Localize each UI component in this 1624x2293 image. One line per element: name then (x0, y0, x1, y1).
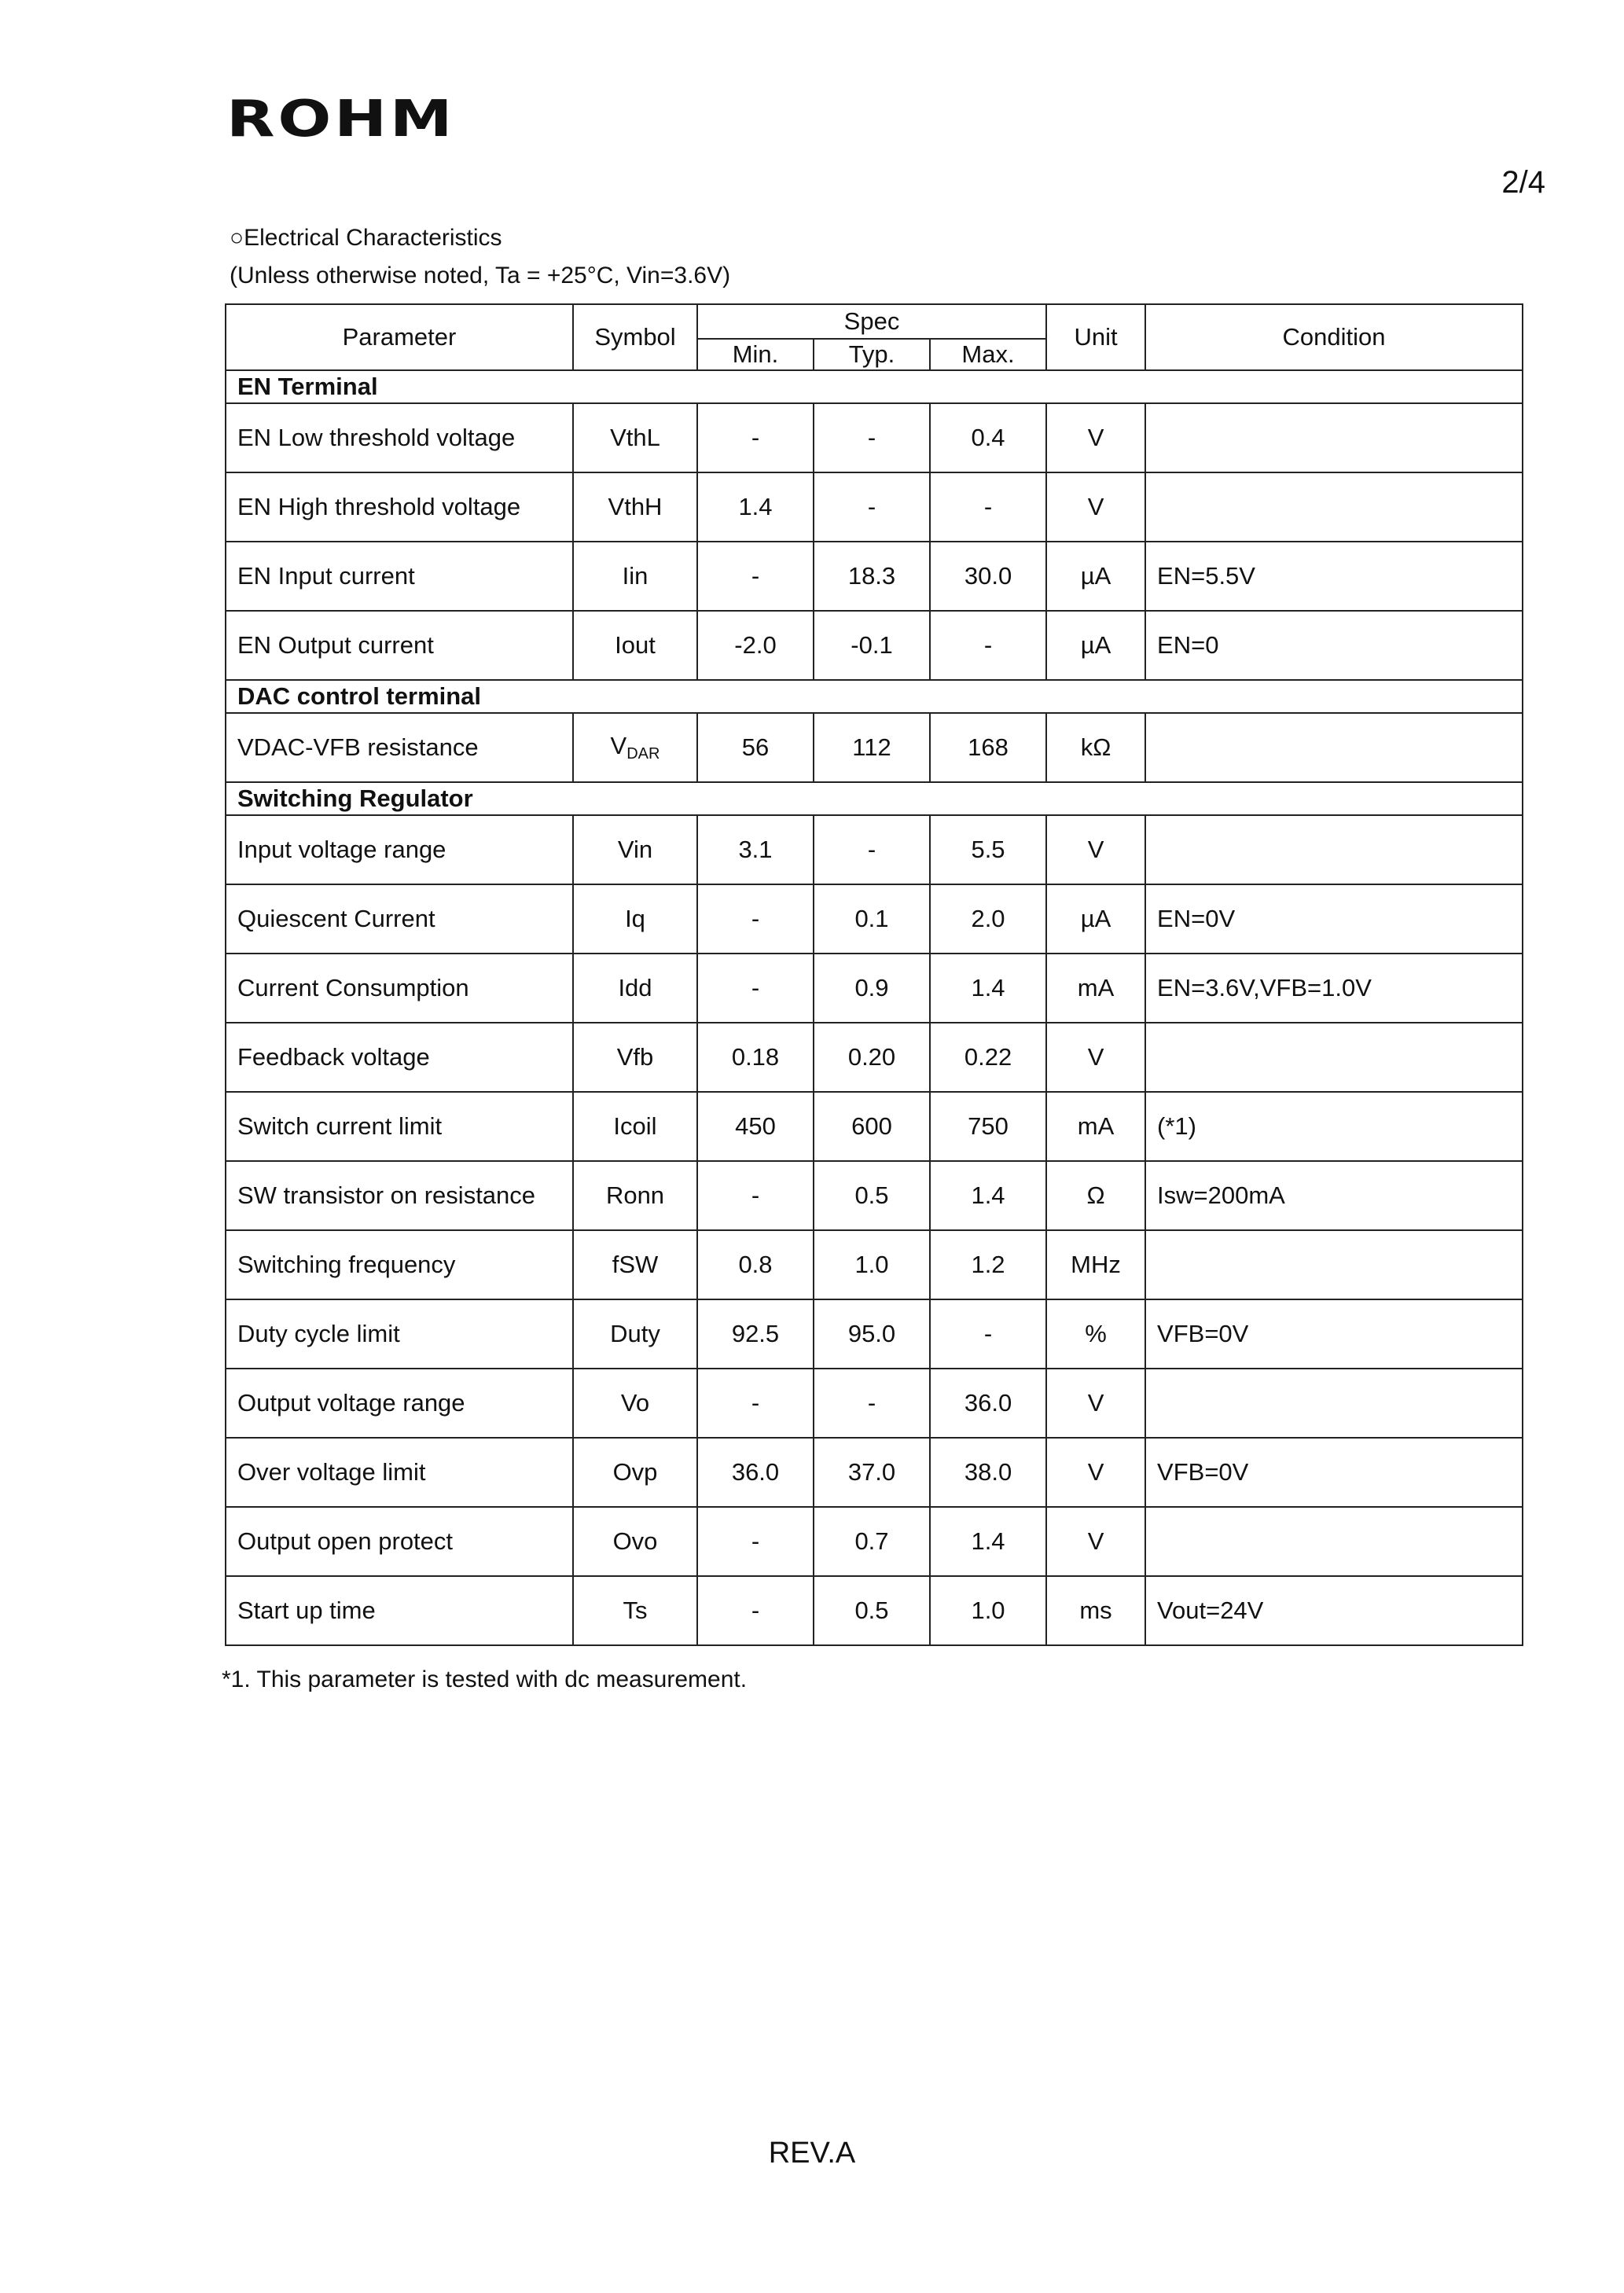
table-row (226, 472, 1523, 542)
cell-min: - (697, 954, 814, 1023)
cell-typ: 112 (814, 713, 930, 782)
cell-typ: -0.1 (814, 611, 930, 680)
cell-unit: V (1046, 1507, 1145, 1576)
group-title: EN Terminal (226, 370, 1523, 403)
header-parameter: Parameter (226, 304, 573, 370)
group-title: DAC control terminal (226, 680, 1523, 713)
cell-unit: µA (1046, 611, 1145, 680)
cell-parameter: Current Consumption (226, 954, 573, 1023)
cell-unit: V (1046, 472, 1145, 542)
cell-unit: V (1046, 815, 1145, 884)
cell-condition: EN=3.6V,VFB=1.0V (1145, 954, 1523, 1023)
cell-max: 36.0 (930, 1369, 1046, 1438)
table-row (226, 1230, 1523, 1299)
cell-typ: - (814, 815, 930, 884)
header-min: Min. (697, 339, 814, 370)
table-row (226, 954, 1523, 1023)
cell-parameter: EN Input current (226, 542, 573, 611)
cell-symbol: VthH (573, 472, 697, 542)
page-number: 2/4 (1501, 165, 1545, 200)
cell-unit: MHz (1046, 1230, 1145, 1299)
table-row (226, 1092, 1523, 1161)
cell-condition: EN=5.5V (1145, 542, 1523, 611)
cell-typ: 18.3 (814, 542, 930, 611)
cell-typ: 0.1 (814, 884, 930, 954)
cell-typ: 0.5 (814, 1576, 930, 1645)
cell-max: 30.0 (930, 542, 1046, 611)
table-row (226, 542, 1523, 611)
symbol-main: V (610, 732, 627, 759)
cell-min: - (697, 542, 814, 611)
cell-symbol: Ronn (573, 1161, 697, 1230)
cell-unit: mA (1046, 1092, 1145, 1161)
cell-condition: Vout=24V (1145, 1576, 1523, 1645)
cell-condition (1145, 1369, 1523, 1438)
cell-symbol: Iin (573, 542, 697, 611)
cell-unit: ms (1046, 1576, 1145, 1645)
cell-condition (1145, 1507, 1523, 1576)
cell-parameter: Output open protect (226, 1507, 573, 1576)
cell-typ: - (814, 1369, 930, 1438)
group-title: Switching Regulator (226, 782, 1523, 815)
cell-typ: 0.20 (814, 1023, 930, 1092)
cell-condition (1145, 1023, 1523, 1092)
cell-max: 750 (930, 1092, 1046, 1161)
cell-symbol: Duty (573, 1299, 697, 1369)
cell-typ: 37.0 (814, 1438, 930, 1507)
cell-parameter: Feedback voltage (226, 1023, 573, 1092)
cell-symbol: Vo (573, 1369, 697, 1438)
cell-typ: 600 (814, 1092, 930, 1161)
cell-min: 1.4 (697, 472, 814, 542)
cell-min: 0.8 (697, 1230, 814, 1299)
cell-symbol (573, 713, 697, 782)
cell-condition: VFB=0V (1145, 1299, 1523, 1369)
cell-min: 56 (697, 713, 814, 782)
cell-min: - (697, 1369, 814, 1438)
cell-max: 1.4 (930, 1161, 1046, 1230)
header-typ: Typ. (814, 339, 930, 370)
cell-min: - (697, 403, 814, 472)
group-header-row (226, 370, 1523, 403)
cell-parameter: EN Output current (226, 611, 573, 680)
cell-symbol: VthL (573, 403, 697, 472)
company-logo: ROHM (226, 90, 456, 149)
cell-parameter: Start up time (226, 1576, 573, 1645)
cell-unit: % (1046, 1299, 1145, 1369)
cell-symbol: Ovo (573, 1507, 697, 1576)
cell-max: 1.2 (930, 1230, 1046, 1299)
cell-min: 450 (697, 1092, 814, 1161)
cell-max: - (930, 472, 1046, 542)
cell-min: 0.18 (697, 1023, 814, 1092)
cell-symbol: Ovp (573, 1438, 697, 1507)
cell-min: 36.0 (697, 1438, 814, 1507)
cell-parameter: Input voltage range (226, 815, 573, 884)
cell-max: 0.4 (930, 403, 1046, 472)
cell-symbol: fSW (573, 1230, 697, 1299)
cell-parameter: Switching frequency (226, 1230, 573, 1299)
cell-typ: - (814, 403, 930, 472)
table-row (226, 1299, 1523, 1369)
table-row (226, 1576, 1523, 1645)
cell-symbol: Vfb (573, 1023, 697, 1092)
cell-typ: 0.7 (814, 1507, 930, 1576)
cell-max: 2.0 (930, 884, 1046, 954)
table-row (226, 1507, 1523, 1576)
cell-typ: 95.0 (814, 1299, 930, 1369)
cell-symbol: Iq (573, 884, 697, 954)
footnote: *1. This parameter is tested with dc measurement. (222, 1666, 748, 1692)
header-max: Max. (930, 339, 1046, 370)
cell-min: - (697, 1576, 814, 1645)
cell-min: - (697, 884, 814, 954)
cell-max: 1.0 (930, 1576, 1046, 1645)
header-symbol: Symbol (573, 304, 697, 370)
section-note: (Unless otherwise noted, Ta = +25°C, Vin=3.6V) (230, 263, 731, 288)
header-condition: Condition (1145, 304, 1523, 370)
cell-parameter: EN Low threshold voltage (226, 403, 573, 472)
cell-min: -2.0 (697, 611, 814, 680)
cell-typ: 1.0 (814, 1230, 930, 1299)
cell-unit: V (1046, 1023, 1145, 1092)
cell-max: 0.22 (930, 1023, 1046, 1092)
cell-typ: - (814, 472, 930, 542)
table-row (226, 1023, 1523, 1092)
cell-symbol: Ts (573, 1576, 697, 1645)
cell-parameter: Output voltage range (226, 1369, 573, 1438)
cell-unit: V (1046, 1438, 1145, 1507)
cell-parameter: EN High threshold voltage (226, 472, 573, 542)
revision-label: REV.A (768, 2137, 856, 2170)
cell-symbol: Vin (573, 815, 697, 884)
table-row (226, 815, 1523, 884)
cell-condition: EN=0V (1145, 884, 1523, 954)
table-body (226, 370, 1523, 1645)
cell-max: 5.5 (930, 815, 1046, 884)
cell-max: - (930, 611, 1046, 680)
cell-condition: VFB=0V (1145, 1438, 1523, 1507)
table-row (226, 713, 1523, 782)
cell-parameter: Duty cycle limit (226, 1299, 573, 1369)
cell-symbol: Icoil (573, 1092, 697, 1161)
cell-condition (1145, 403, 1523, 472)
cell-condition (1145, 815, 1523, 884)
cell-min: - (697, 1507, 814, 1576)
cell-condition (1145, 713, 1523, 782)
cell-unit: mA (1046, 954, 1145, 1023)
group-header-row (226, 782, 1523, 815)
cell-parameter: Quiescent Current (226, 884, 573, 954)
cell-max: 168 (930, 713, 1046, 782)
table-row (226, 611, 1523, 680)
cell-typ: 0.5 (814, 1161, 930, 1230)
cell-parameter: Switch current limit (226, 1092, 573, 1161)
cell-min: - (697, 1161, 814, 1230)
cell-parameter: VDAC-VFB resistance (226, 713, 573, 782)
table-row (226, 1438, 1523, 1507)
cell-unit: Ω (1046, 1161, 1145, 1230)
cell-condition: (*1) (1145, 1092, 1523, 1161)
cell-parameter: SW transistor on resistance (226, 1161, 573, 1230)
cell-typ: 0.9 (814, 954, 930, 1023)
cell-unit: µA (1046, 542, 1145, 611)
table-row (226, 1161, 1523, 1230)
cell-min: 92.5 (697, 1299, 814, 1369)
cell-unit: µA (1046, 884, 1145, 954)
cell-max: - (930, 1299, 1046, 1369)
cell-condition (1145, 1230, 1523, 1299)
cell-min: 3.1 (697, 815, 814, 884)
table-row (226, 884, 1523, 954)
cell-condition: Isw=200mA (1145, 1161, 1523, 1230)
cell-max: 38.0 (930, 1438, 1046, 1507)
cell-condition: EN=0 (1145, 611, 1523, 680)
header-spec: Spec (697, 304, 1046, 339)
cell-max: 1.4 (930, 1507, 1046, 1576)
table-row (226, 403, 1523, 472)
section-title: ○Electrical Characteristics (230, 225, 502, 251)
cell-unit: kΩ (1046, 713, 1145, 782)
cell-unit: V (1046, 1369, 1145, 1438)
symbol-subscript: DAR (626, 745, 660, 762)
cell-unit: V (1046, 403, 1145, 472)
cell-parameter: Over voltage limit (226, 1438, 573, 1507)
cell-symbol: Idd (573, 954, 697, 1023)
cell-symbol: Iout (573, 611, 697, 680)
cell-condition (1145, 472, 1523, 542)
group-header-row (226, 680, 1523, 713)
electrical-characteristics-table (225, 303, 1523, 1646)
header-unit: Unit (1046, 304, 1145, 370)
cell-max: 1.4 (930, 954, 1046, 1023)
table-row (226, 1369, 1523, 1438)
